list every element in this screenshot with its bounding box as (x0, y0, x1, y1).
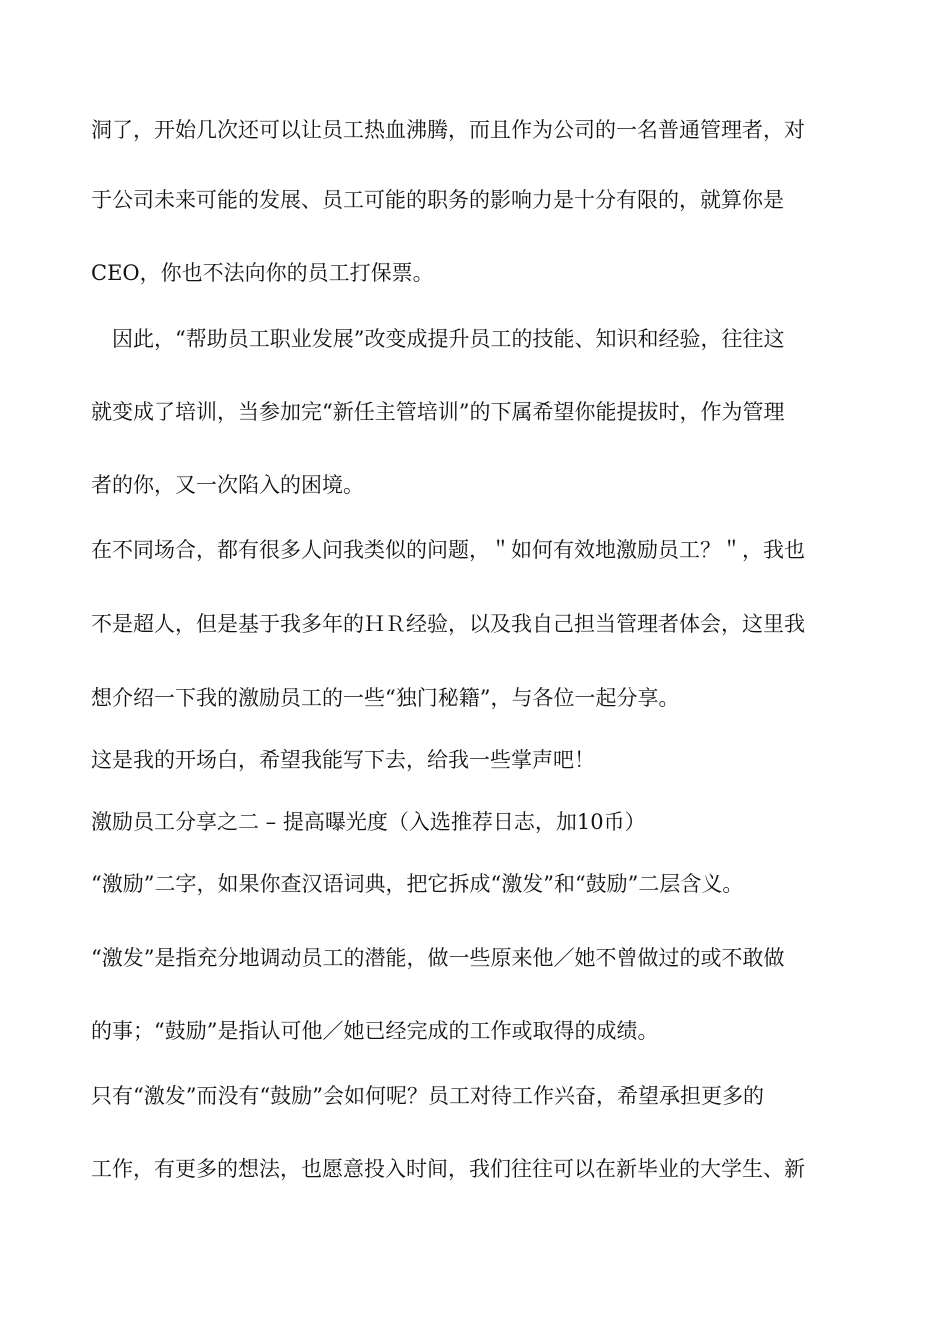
text-line-8: 不是超人，但是基于我多年的ＨＲ经验，以及我自己担当管理者体会，这里我 (91, 612, 805, 636)
text-line-12: “激励”二字，如果你查汉语词典，把它拆成“激发”和“鼓励”二层含义。 (91, 872, 744, 896)
section-heading: 激励员工分享之二 – 提高曝光度（入选推荐日志，加10币） (91, 810, 646, 834)
text-line-15: 只有“激发”而没有“鼓励”会如何呢？员工对待工作兴奋，希望承担更多的 (91, 1084, 764, 1108)
text-line-4: 因此，“帮助员工职业发展”改变成提升员工的技能、知识和经验，往往这 (112, 327, 785, 351)
text-line-10: 这是我的开场白，希望我能写下去，给我一些掌声吧！ (91, 748, 595, 772)
text-line-7: 在不同场合，都有很多人问我类似的问题，＂如何有效地激励员工？＂，我也 (91, 538, 805, 562)
text-line-3: CEO，你也不法向你的员工打保票。 (91, 261, 434, 285)
text-line-14: 的事；“鼓励”是指认可他／她已经完成的工作或取得的成绩。 (91, 1019, 659, 1043)
text-line-2: 于公司未来可能的发展、员工可能的职务的影响力是十分有限的，就算你是 (91, 188, 784, 212)
text-line-6: 者的你，又一次陷入的困境。 (91, 473, 364, 497)
text-line-1: 洞了，开始几次还可以让员工热血沸腾，而且作为公司的一名普通管理者，对 (91, 118, 805, 142)
text-line-13: “激发”是指充分地调动员工的潜能，做一些原来他／她不曾做过的或不敢做 (91, 946, 785, 970)
text-line-5: 就变成了培训，当参加完“新任主管培训”的下属希望你能提拔时，作为管理 (91, 400, 785, 424)
text-line-16: 工作，有更多的想法，也愿意投入时间，我们往往可以在新毕业的大学生、新 (91, 1157, 805, 1181)
text-line-9: 想介绍一下我的激励员工的一些“独门秘籍”，与各位一起分享。 (91, 686, 680, 710)
